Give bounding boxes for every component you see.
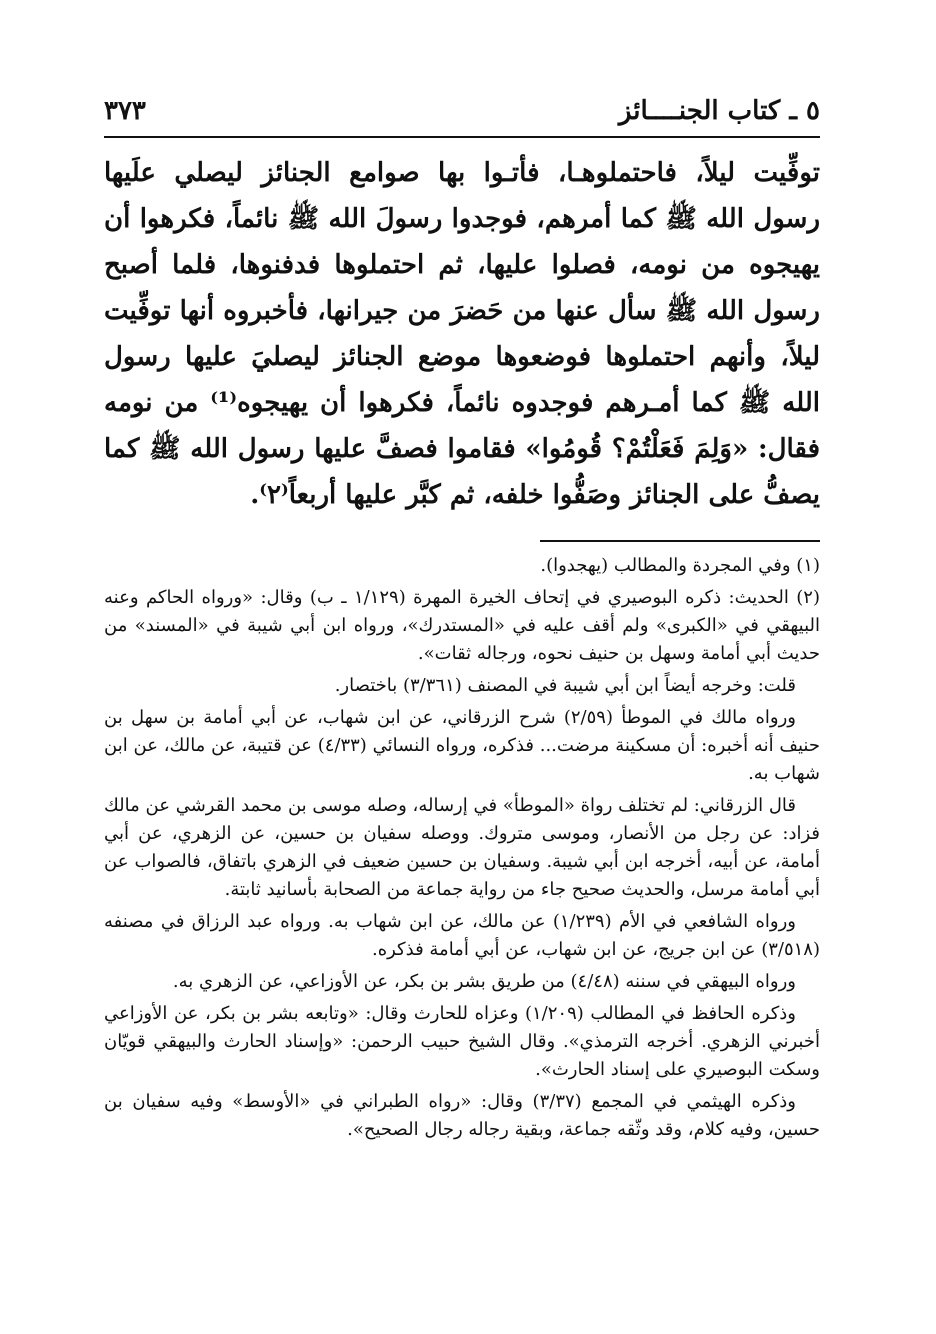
footnote-2-note-3: قال الزرقاني: لم تختلف رواة «الموطأ» في إرساله، وصله موسى بن محمد القرشي عن مالك فزاد: عن رجل من الأنصار، وموسى متروك. ووصله سفيان بن حسين، عن الزهري، عن أبي أمامة، عن أبيه، أخرجه ابن أبي شيبة. وسفيان بن حسين ضعيف في الزهري باتفاق، فالصواب عن أبي أمامة مرسل، والحديث صحيح جاء من رواية جماعة من الصحابة بأسانيد ثابتة. — [104, 795, 820, 900]
footnote-2-note-5: ورواه البيهقي في سننه (٤/٤٨) من طريق بشر بن بكر، عن الأوزاعي، عن الزهري به. — [172, 971, 796, 992]
footnote-1: (١) وفي المجردة والمطالب (يهجدوا). — [540, 555, 820, 576]
footnote-2: (٢) الحديث: ذكره البوصيري في إتحاف الخيرة المهرة (١/١٢٩ ـ ب) وقال: «ورواه الحاكم وعنه البيهقي في «الكبرى» ولم أقف عليه في «المستدرك»، ورواه ابن أبي شيبة في «المسند» من حديث أبي أمامة وسهل بن حنيف نحوه، ورجاله ثقات». — [104, 587, 820, 664]
footnote-separator — [540, 540, 820, 542]
page-number: ٣٧٣ — [104, 96, 146, 126]
footnote-2-note-4: ورواه الشافعي في الأم (١/٢٣٩) عن مالك، عن ابن شهاب به. ورواه عبد الرزاق في مصنفه (٣/٥١٨) عن ابن جريج، عن ابن شهاب، عن أبي أمامة فذكره. — [104, 911, 820, 960]
footnote-2-note-7: وذكره الهيثمي في المجمع (٣/٣٧) وقال: «رواه الطبراني في «الأوسط» وفيه سفيان بن حسين، وفيه كلام، وقد وثّقه جماعة، وبقية رجاله رجال الصحيح». — [104, 1091, 820, 1140]
main-paragraph: توفِّيت ليلاً، فاحتملوهـا، فأتـوا بها صوامع الجنائز ليصلي علَيها رسول الله ﷺ كما أمرهم، فوجدوا رسولَ الله ﷺ نائماً، فكرهوا أن يهيجوه من نومه، فصلوا عليها، ثم احتملوها فدفنوها، فلما أصبح رسول الله ﷺ سأل عنها من حَضرَ من جيرانها، فأخبروه أنها توفِّيت ليلاً، وأنهم احتملوها فوضعوها موضع الجنائز ليصليَ عليها رسول الله ﷺ كما أمـرهم فوجدوه نائماً، فكرهوا أن يهيجوه⁽¹⁾ من نومه فقال: «وَلِمَ فَعَلْتُمْ؟ قُومُوا» فقاموا فصفَّ عليها رسول الله ﷺ كما يصفُّ على الجنائز وصَفُّوا خلفه، ثم كبَّر عليها أربعاً⁽٢⁾. — [104, 158, 820, 510]
footnote-2-note-6: وذكره الحافظ في المطالب (١/٢٠٩) وعزاه للحارث وقال: «وتابعه بشر بن بكر، عن الأوزاعي أخبرني الزهري. أخرجه الترمذي». وقال الشيخ حبيب الرحمن: «وإسناد الحارث والبيهقي قويّان وسكت البوصيري على إسناد الحارث». — [104, 1003, 820, 1080]
chapter-title: ٥ ـ كتاب الجنــــائز — [618, 96, 820, 126]
footnote-2-note-2: ورواه مالك في الموطأ (٢/٥٩) شرح الزرقاني، عن ابن شهاب، عن أبي أمامة بن سهل بن حنيف أنه أخبره: أن مسكينة مرضت... فذكره، ورواه النسائي (٤/٣٣) عن قتيبة، عن مالك، عن ابن شهاب به. — [104, 707, 820, 784]
footnotes — [104, 552, 820, 1148]
main-text — [104, 150, 820, 518]
footnote-2-note-1: قلت: وخرجه أيضاً ابن أبي شيبة في المصنف (٣/٣٦١) باختصار. — [334, 675, 796, 696]
page-header — [104, 92, 820, 138]
